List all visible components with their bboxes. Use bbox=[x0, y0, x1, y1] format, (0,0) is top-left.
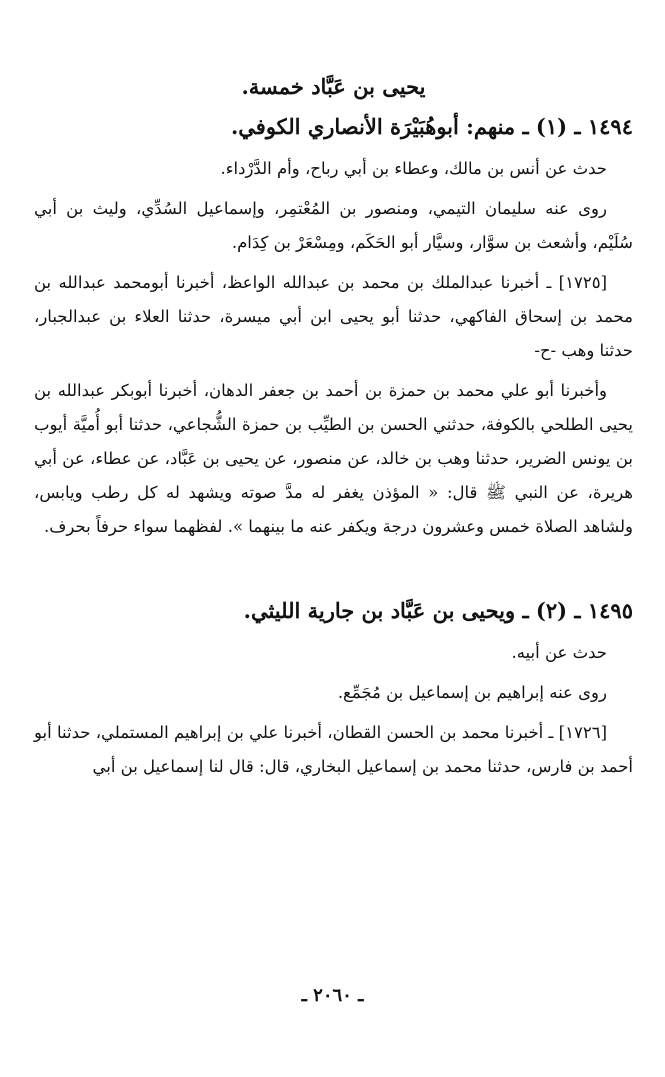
narrated-from-paragraph: حدث عن أبيه. bbox=[511, 643, 607, 662]
section-title: يحيى بن عَبَّاد خمسة. bbox=[241, 74, 426, 99]
entry-1494 bbox=[34, 110, 633, 544]
narrated-from-paragraph: حدث عن أنس بن مالك، وعطاء بن أبي رباح، وأم الدَّرْداء. bbox=[220, 159, 607, 178]
entry-1495 bbox=[34, 594, 633, 784]
entry-heading: ١٤٩٥ ـ (٢) ـ ويحيى بن عَبَّاد بن جارية الليثي. bbox=[243, 598, 633, 623]
isnad-paragraph: [١٧٢٥] ـ أخبرنا عبدالملك بن محمد بن عبدالله الواعظ، أخبرنا أبومحمد عبدالله بن محمد بن إسحاق الفاكهي، حدثنا أبو يحيى ابن أبي ميسرة، حدثنا العلاء بن عبدالجبار، حدثنا وهب -ح- bbox=[34, 273, 633, 360]
entry-heading: ١٤٩٤ ـ (١) ـ منهم: أبوهُبَيْرَة الأنصاري الكوفي. bbox=[230, 114, 633, 139]
narrators-paragraph: روى عنه إبراهيم بن إسماعيل بن مُجَمِّع. bbox=[337, 683, 607, 702]
page-number: ـ ٢٠٦٠ ـ bbox=[301, 985, 364, 1006]
isnad-paragraph: [١٧٢٦] ـ أخبرنا محمد بن الحسن القطان، أخبرنا علي بن إبراهيم المستملي، حدثنا أبو أحمد بن فارس، حدثنا محمد بن إسماعيل البخاري، قال: قال لنا إسماعيل بن أبي bbox=[34, 723, 633, 776]
narrators-paragraph: روى عنه سليمان التيمي، ومنصور بن المُعْتمِر، وإسماعيل السُدِّي، وليث بن أبي سُلَيْم، وأشعث بن سوَّار، وسيَّار أبو الحَكَم، ومِسْعَرْ بن كِدَام. bbox=[34, 199, 633, 252]
section-spacer bbox=[34, 550, 633, 594]
isnad-paragraph: وأخبرنا أبو علي محمد بن حمزة بن أحمد بن جعفر الدهان، أخبرنا أبوبكر عبدالله بن يحيى الطلحي بالكوفة، حدثني الحسن بن الطيِّب بن حمزة الشُّجاعي، حدثنا أبو أُميَّة أيوب بن يونس الضرير، حدثنا وهب بن خالد، عن منصور، عن يحيى بن عَبَّاد، عن عطاء، عن أبي هريرة، عن النبي ﷺ قال: « المؤذن يغفر له مدَّ صوته ويشهد له كل رطب ويابس، ولشاهد الصلاة خمس وعشرون درجة ويكفر عنه ما بينهما ». لفظهما سواء حرفاً بحرف. bbox=[34, 381, 633, 536]
